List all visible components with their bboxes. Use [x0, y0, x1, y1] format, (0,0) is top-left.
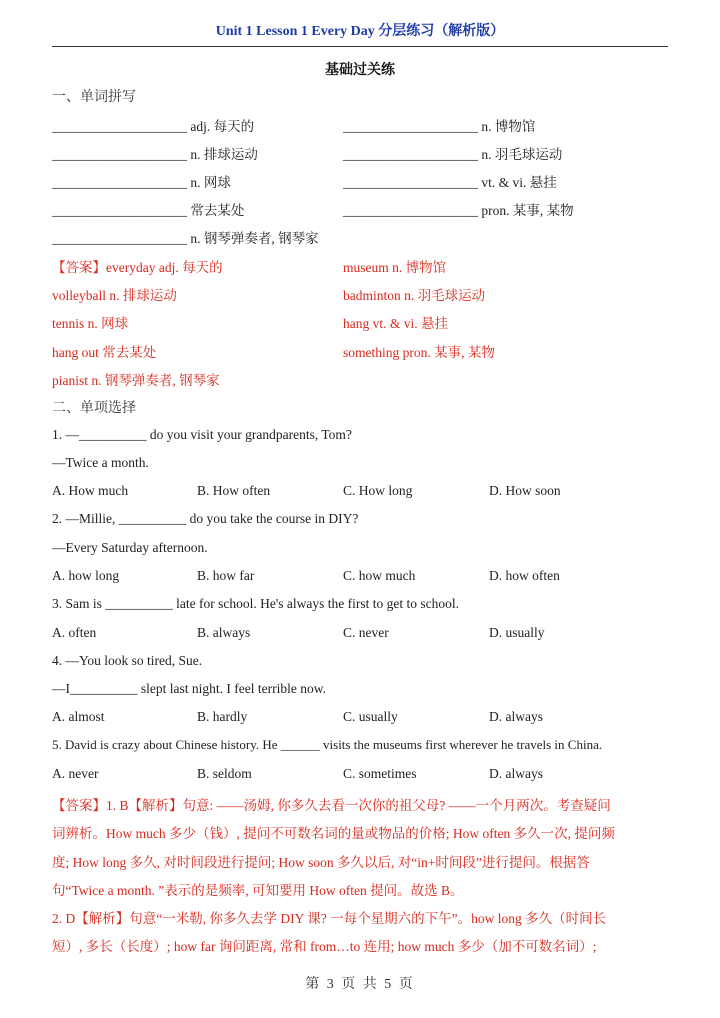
analysis-line: 2. D【解析】句意“一米勒, 你多久去学 DIY 课? 一每个星期六的下午”。how long 多久（时间长 — [52, 911, 607, 926]
question-line: 1. —__________ do you visit your grandparents, Tom? — [52, 427, 352, 442]
option-a: A. never — [52, 766, 99, 781]
section-heading-choice: 二、单项选择 — [52, 401, 136, 416]
question-line: —Twice a month. — [52, 455, 149, 470]
option-c: C. sometimes — [343, 766, 417, 781]
analysis-line: 短）, 多长（长度）; how far 询问距离, 常和 from…to 连用; how much 多少（加不可数名词）; — [52, 939, 597, 954]
question-line: —I__________ slept last night. I feel terrible now. — [52, 681, 326, 696]
answer-row-right: badminton n. 羽毛球运动 — [343, 288, 486, 303]
option-c: C. usually — [343, 709, 398, 724]
analysis-line: 词辨析。How much 多少（钱）, 提问不可数名词的量或物品的价格; How often 多久一次, 提问频 — [52, 826, 615, 841]
option-d: D. How soon — [489, 483, 561, 498]
analysis-line: 句“Twice a month. ”表示的是频率, 可知要用 How often 提问。故选 B。 — [52, 883, 464, 898]
analysis-line: 【答案】1. B【解析】句意: ——汤姆, 你多久去看一次你的祖父母? ——一个月两次。考查疑问 — [52, 798, 611, 813]
option-c: C. How long — [343, 483, 413, 498]
option-b: B. always — [197, 625, 251, 640]
option-a: A. How much — [52, 483, 129, 498]
blank-row-right: ____________________ n. 博物馆 — [343, 119, 536, 134]
section-heading-spelling: 一、单词拼写 — [52, 90, 136, 105]
answer-text: everyday adj. 每天的 — [106, 260, 223, 275]
page-header — [52, 20, 668, 47]
question-line: 3. Sam is __________ late for school. He's always the first to get to school. — [52, 596, 459, 611]
answer-row-left — [52, 256, 223, 276]
option-d: D. usually — [489, 625, 545, 640]
option-c: C. never — [343, 625, 389, 640]
answer-row-right: something pron. 某事, 某物 — [343, 345, 495, 360]
question-line: 4. —You look so tired, Sue. — [52, 653, 203, 668]
option-b: B. hardly — [197, 709, 248, 724]
blank-row-left: ____________________ n. 网球 — [52, 175, 231, 190]
blank-row-left: ____________________ adj. 每天的 — [52, 119, 255, 134]
option-b: B. How often — [197, 483, 271, 498]
answer-row-left: volleyball n. 排球运动 — [52, 288, 177, 303]
option-d: D. how often — [489, 568, 560, 583]
option-d: D. always — [489, 709, 543, 724]
blank-row-left: ____________________ n. 排球运动 — [52, 147, 258, 162]
header-title: Unit 1 Lesson 1 Every Day 分层练习（解析版） — [215, 24, 505, 39]
blank-row-right: ____________________ vt. & vi. 悬挂 — [343, 175, 557, 190]
option-a: A. almost — [52, 709, 105, 724]
answer-row-left: tennis n. 网球 — [52, 316, 129, 331]
analysis-line: 度; How long 多久, 对时间段进行提问; How soon 多久以后, 对“in+时间段”进行提问。根据答 — [52, 855, 590, 870]
option-a: A. often — [52, 625, 97, 640]
option-a: A. how long — [52, 568, 120, 583]
question-line: 2. —Millie, __________ do you take the course in DIY? — [52, 511, 359, 526]
blank-row-right: ____________________ n. 羽毛球运动 — [343, 147, 563, 162]
page-footer: 第 3 页 共 5 页 — [305, 977, 415, 992]
answer-row-left: pianist n. 钢琴弹奏者, 钢琴家 — [52, 373, 220, 388]
question-line: —Every Saturday afternoon. — [52, 540, 208, 555]
option-c: C. how much — [343, 568, 416, 583]
answer-row-left: hang out 常去某处 — [52, 345, 157, 360]
answer-row-right: hang vt. & vi. 悬挂 — [343, 316, 448, 331]
blank-row-right: ____________________ pron. 某事, 某物 — [343, 203, 574, 218]
page-title: 基础过关练 — [325, 63, 395, 78]
option-b: B. seldom — [197, 766, 252, 781]
answer-label: 【答案】 — [52, 260, 106, 275]
blank-row-left: ____________________ n. 钢琴弹奏者, 钢琴家 — [52, 231, 319, 246]
blank-row-left: ____________________ 常去某处 — [52, 203, 245, 218]
question-line: 5. David is crazy about Chinese history. He ______ visits the museums first wherever he travels in China. — [52, 737, 603, 752]
answer-row-right: museum n. 博物馆 — [343, 260, 447, 275]
option-b: B. how far — [197, 568, 255, 583]
option-d: D. always — [489, 766, 543, 781]
